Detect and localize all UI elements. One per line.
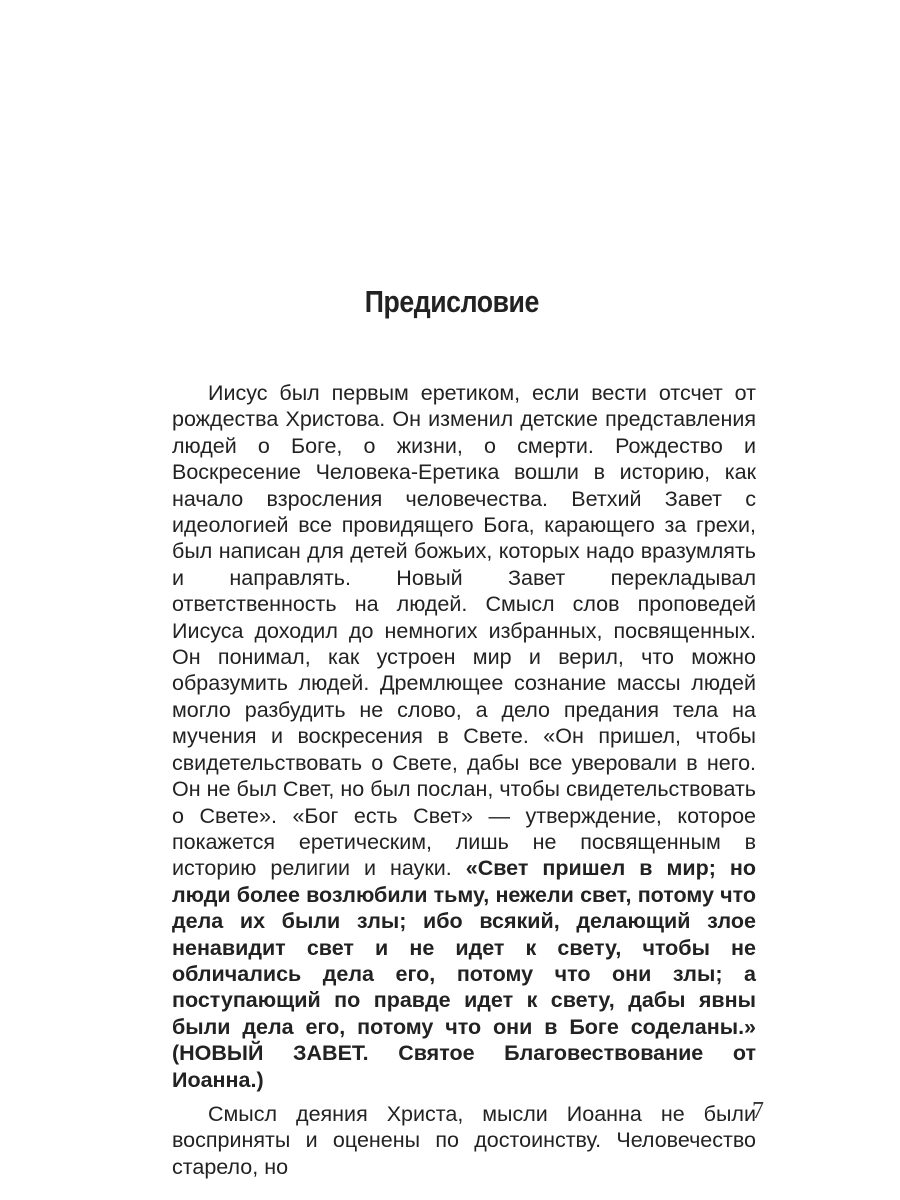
page-title: Предисловие	[364, 284, 539, 319]
paragraph	[172, 380, 756, 1093]
paragraph-text: Иисус был первым еретиком, если вести отсчет от рождества Христова. Он изменил детские представления людей о Боге, о жизни, о смерти. Рождество и Воскресение Человека-Еретика вошли в историю, как начало взросления человечества. Ветхий Завет с идеологией все провидящего Бога, карающего за грехи, был написан для детей божьих, которых надо вразумлять и направлять. Новый Завет перекладывал ответственность на людей. Смысл слов проповедей Иисуса доходил до немногих избранных, посвященных. Он понимал, как устроен мир и верил, что можно образумить людей. Дремлющее сознание массы людей могло разбудить не слово, а дело предания тела на мучения и воскресения в Свете. «Он пришел, чтобы свидетельствовать о Свете, дабы все уверовали в него. Он не был Свет, но был послан, чтобы свидетельствовать о Свете». «Бог есть Свет» — утверждение, которое покажется еретическим, лишь не посвященным в историю религии и науки.	[172, 381, 756, 881]
page-number: 7	[752, 1098, 764, 1124]
paragraph-text: Смысл деяния Христа, мысли Иоанна не были восприняты и оценены по достоинству. Человечество старело, но	[172, 1101, 756, 1179]
body-text	[172, 380, 756, 1180]
paragraph	[172, 1101, 756, 1180]
gospel-quote: «Свет пришел в мир; но люди более возлюбили тьму, нежели свет, потому что дела их были злы; ибо всякий, делающий злое ненавидит свет и не идет к свету, чтобы не обличались дела его, потому что они злы; а поступающий по правде идет к свету, дабы явны были дела его, потому что они в Боге соделаны.» (НОВЫЙ ЗАВЕТ. Святое Благовествование от Иоанна.)	[172, 856, 756, 1092]
